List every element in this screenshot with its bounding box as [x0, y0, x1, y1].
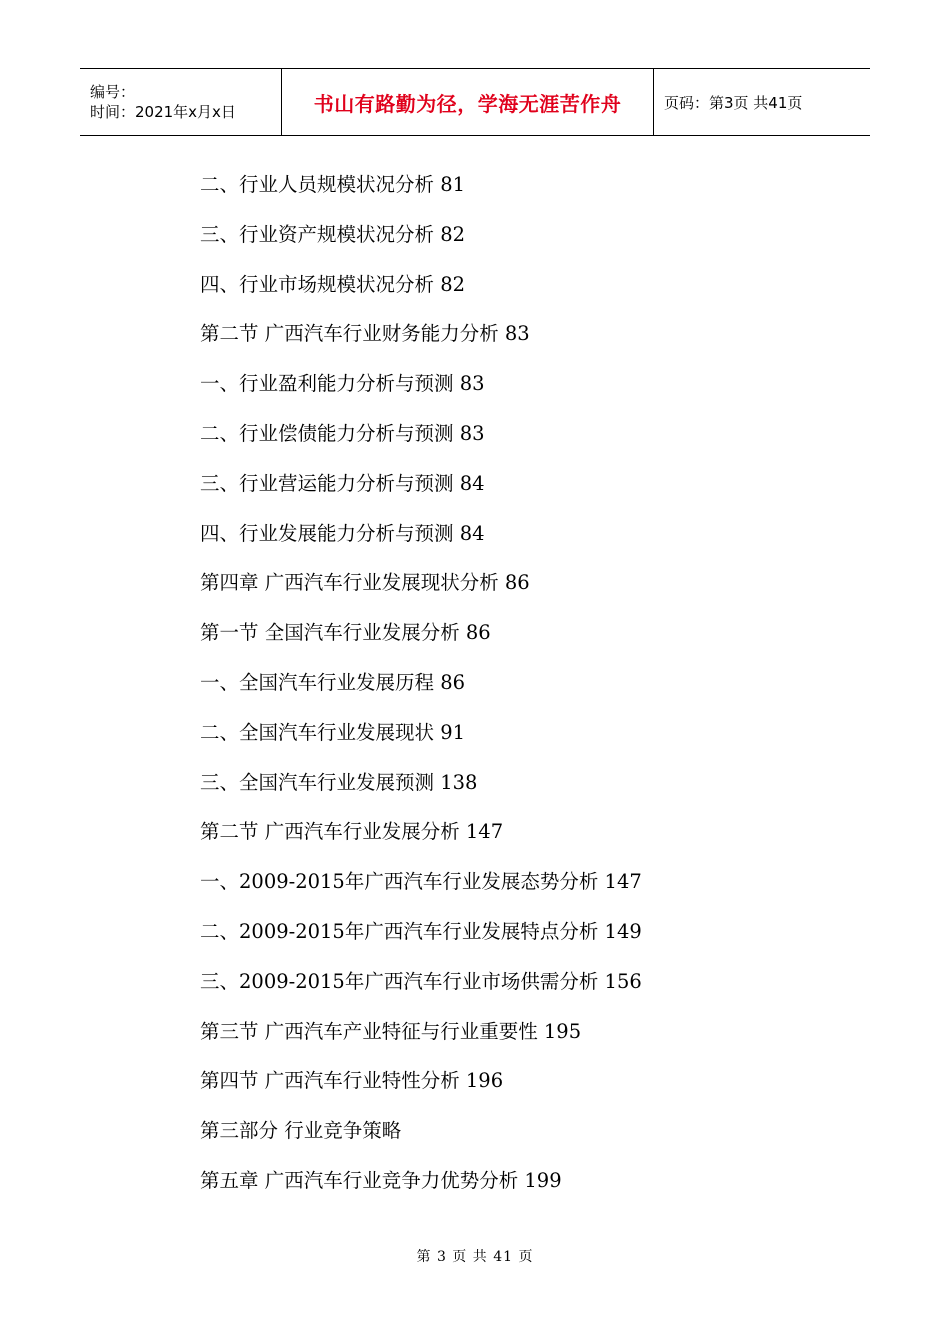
- toc-entry: 四、行业市场规模状况分析 82: [200, 272, 466, 296]
- toc-entry: 二、行业偿债能力分析与预测 83: [200, 421, 485, 445]
- toc-entry: 第一节 全国汽车行业发展分析 86: [200, 621, 491, 645]
- toc-entry: 第四节 广西汽车行业特性分析 196: [200, 1069, 504, 1093]
- document-date: 时间：2021年x月x日: [90, 103, 236, 121]
- header-page-info: 页码：第3页 共41页: [664, 93, 803, 112]
- page-header: [80, 68, 870, 136]
- document-number-label: 编号：: [90, 83, 136, 101]
- toc-entry: 一、2009-2015年广西汽车行业发展态势分析 147: [200, 870, 642, 894]
- toc-entry: 第二节 广西汽车行业财务能力分析 83: [200, 322, 530, 346]
- header-page-cell: [654, 69, 870, 135]
- toc-entry: 第五章 广西汽车行业竞争力优势分析 199: [200, 1168, 562, 1192]
- toc-entry: 第三节 广西汽车产业特征与行业重要性 195: [200, 1019, 582, 1043]
- table-of-contents: [200, 160, 642, 1206]
- toc-entry: 第二节 广西汽车行业发展分析 147: [200, 820, 504, 844]
- toc-entry: 三、行业营运能力分析与预测 84: [200, 471, 485, 495]
- footer-page-number: 第 3 页 共 41 页: [416, 1249, 534, 1265]
- page-footer: [0, 1246, 950, 1266]
- header-motto-cell: [282, 69, 654, 135]
- motto-text: 书山有路勤为径，学海无涯苦作舟: [313, 91, 622, 116]
- toc-entry: 第四章 广西汽车行业发展现状分析 86: [200, 571, 530, 595]
- toc-entry: 第三部分 行业竞争策略: [200, 1119, 402, 1143]
- toc-entry: 三、全国汽车行业发展预测 138: [200, 770, 478, 794]
- toc-entry: 二、2009-2015年广西汽车行业发展特点分析 149: [200, 919, 642, 943]
- header-meta-cell: [80, 69, 282, 135]
- toc-entry: 一、行业盈利能力分析与预测 83: [200, 372, 485, 396]
- toc-entry: 三、2009-2015年广西汽车行业市场供需分析 156: [200, 969, 642, 993]
- toc-entry: 四、行业发展能力分析与预测 84: [200, 521, 485, 545]
- toc-entry: 三、行业资产规模状况分析 82: [200, 222, 466, 246]
- toc-entry: 一、全国汽车行业发展历程 86: [200, 670, 466, 694]
- toc-entry: 二、行业人员规模状况分析 81: [200, 173, 466, 196]
- toc-entry: 二、全国汽车行业发展现状 91: [200, 720, 466, 744]
